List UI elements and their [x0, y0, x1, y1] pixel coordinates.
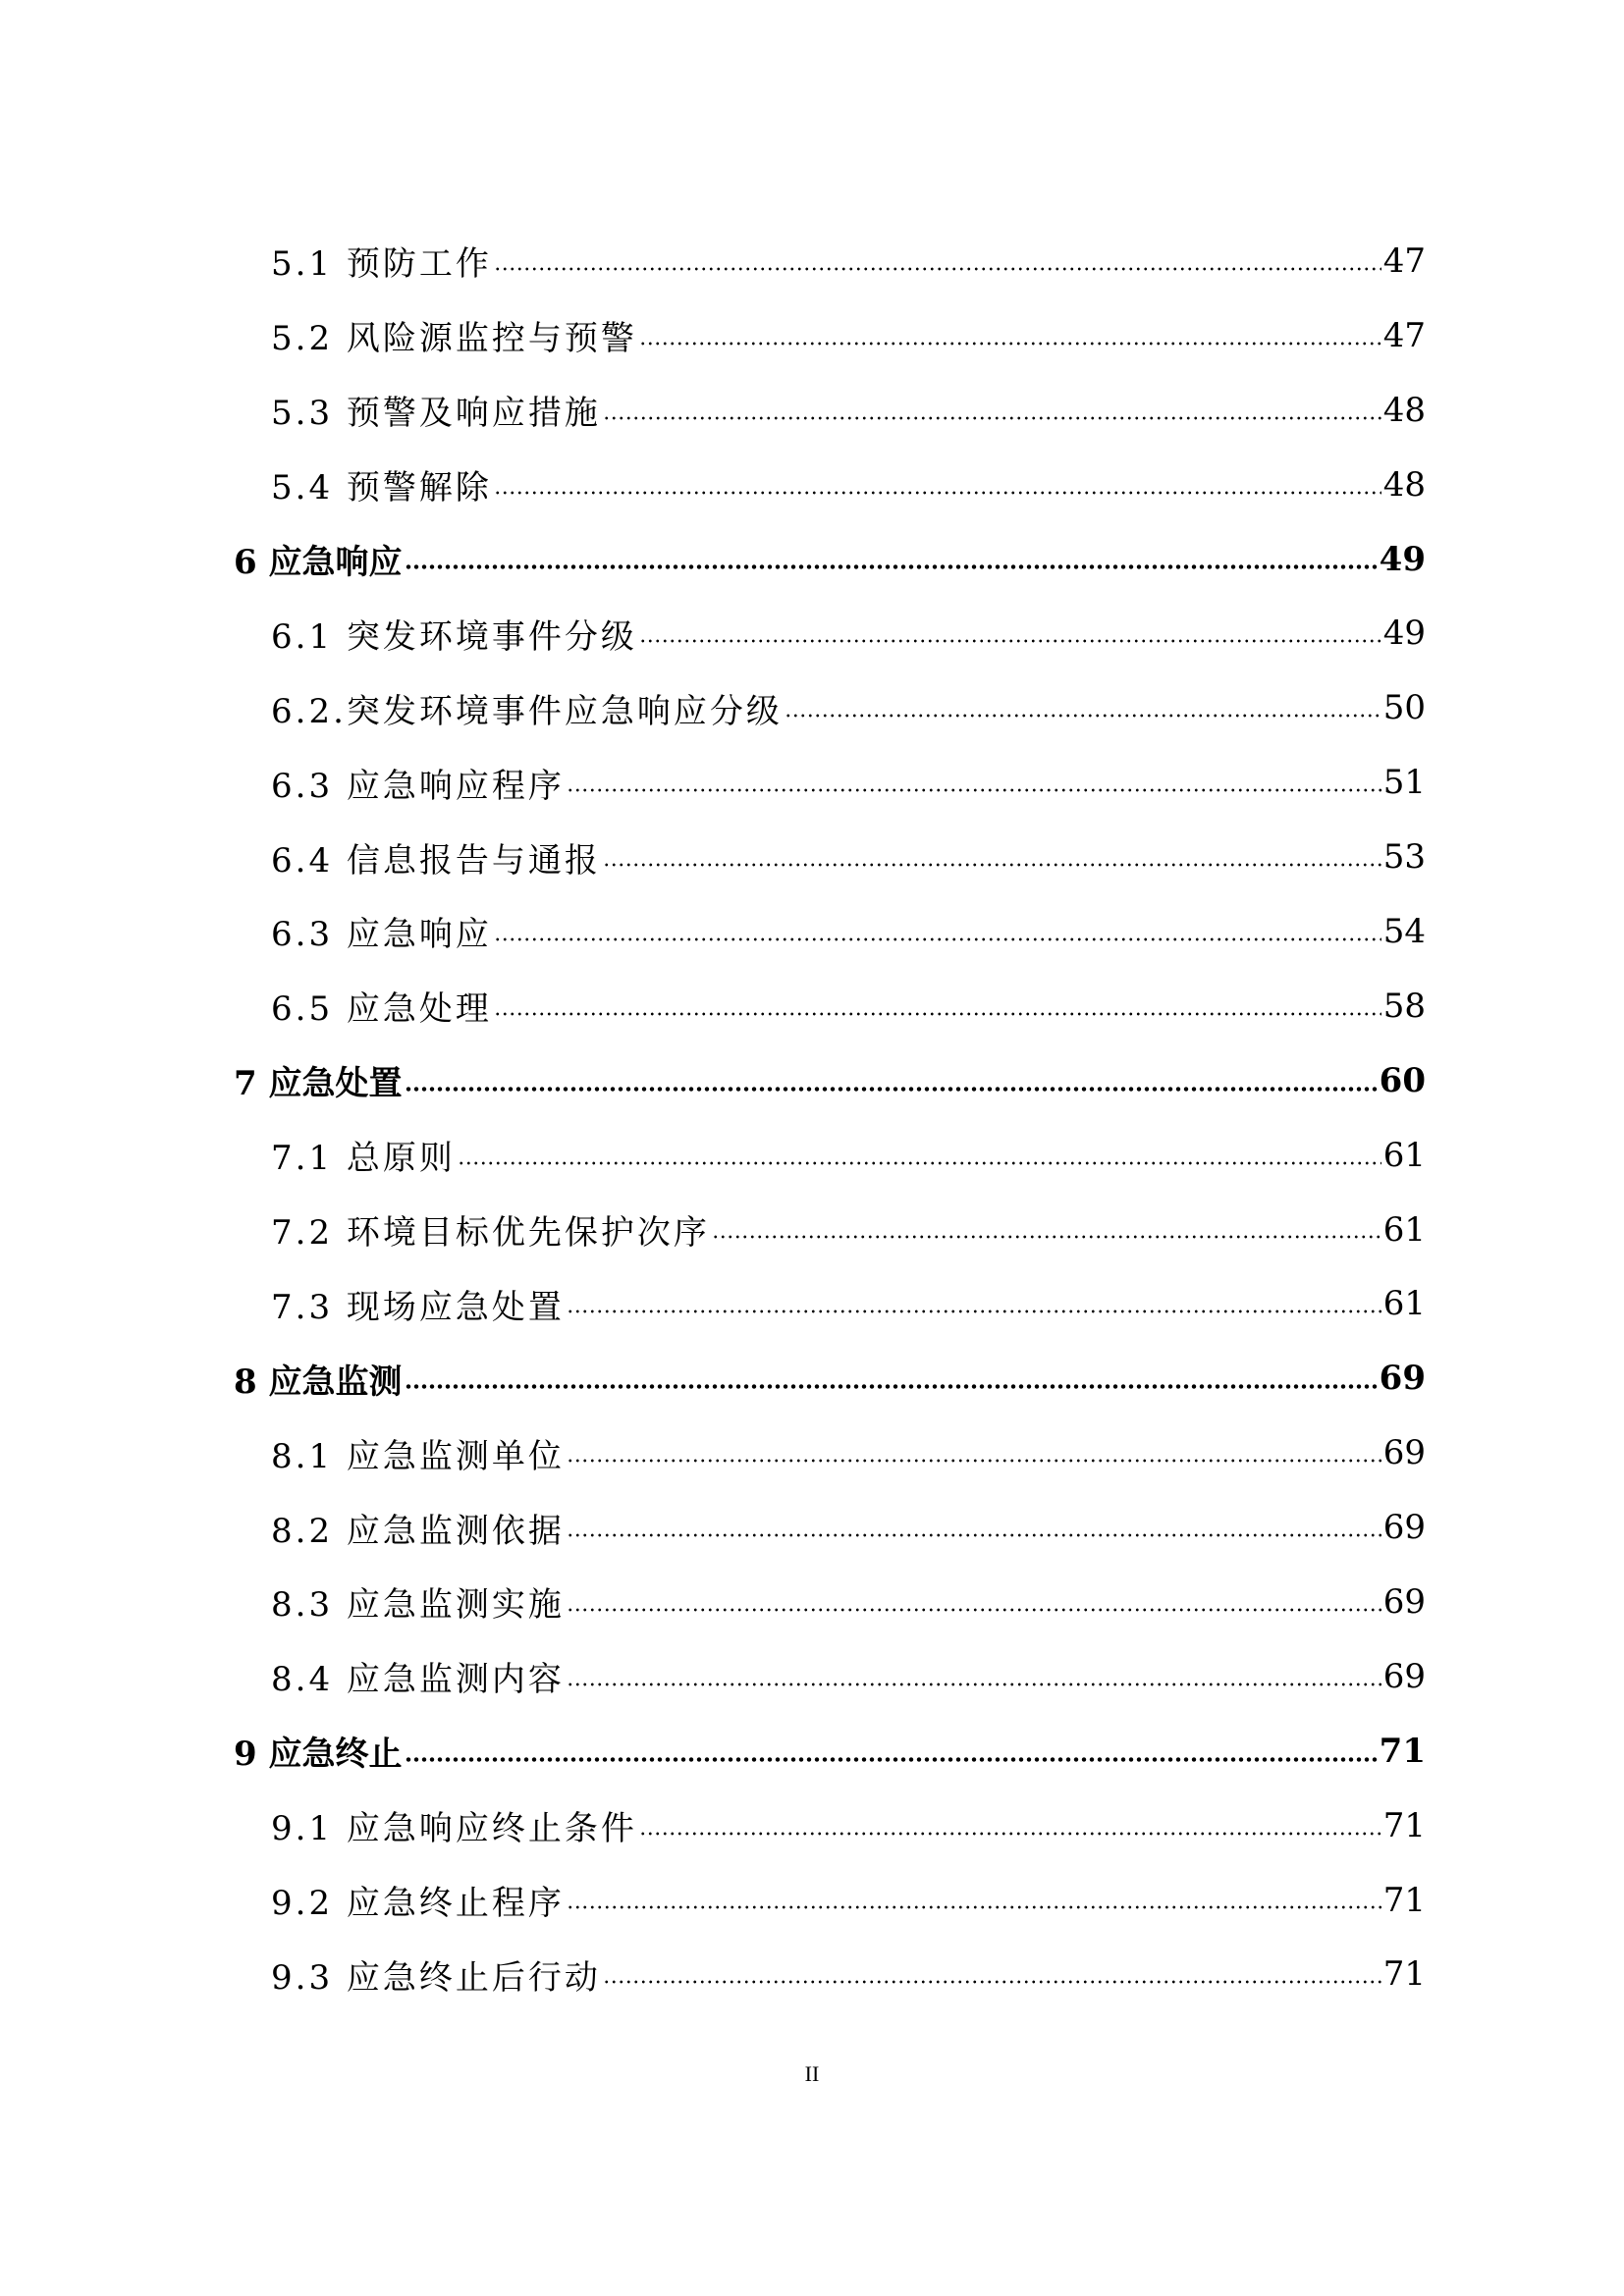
toc-entry-title: 7.1 总原则: [271, 1139, 456, 1179]
toc-entry-title: 5.2 风险源监控与预警: [271, 319, 637, 359]
toc-section-entry[interactable]: [0, 1937, 1624, 2011]
toc-entry-title: 6.1 突发环境事件分级: [271, 616, 637, 657]
toc-entry-title: 8.4 应急监测内容: [271, 1660, 565, 1700]
toc-dot-leader: [567, 1682, 1381, 1714]
toc-entry-page-number: 49: [1379, 539, 1426, 579]
toc-dot-leader: [494, 1012, 1381, 1043]
toc-entry-title: 7.3 现场应急处置: [271, 1287, 565, 1327]
toc-entry-page-number: 71: [1382, 1805, 1426, 1845]
toc-entry-page-number: 69: [1382, 1581, 1426, 1622]
page-number: II: [804, 2061, 820, 2086]
toc-dot-leader: [639, 1832, 1381, 1863]
toc-entry-title: 9 应急终止: [234, 1735, 403, 1775]
toc-entry-page-number: 51: [1382, 763, 1426, 803]
toc-entry-title: 8.1 应急监测单位: [271, 1436, 565, 1476]
toc-chapter-entry[interactable]: [0, 1043, 1624, 1118]
toc-chapter-entry[interactable]: [0, 1714, 1624, 1789]
toc-entry-page-number: 48: [1382, 464, 1426, 505]
toc-entry-page-number: 71: [1382, 1880, 1426, 1920]
toc-dot-leader: [567, 788, 1381, 820]
toc-entry-title: 6.3 应急响应: [271, 915, 492, 955]
toc-entry-title: 9.2 应急终止程序: [271, 1884, 565, 1924]
toc-entry-title: 8 应急监测: [234, 1362, 403, 1402]
toc-entry-page-number: 50: [1382, 688, 1426, 728]
toc-section-entry[interactable]: [0, 1565, 1624, 1639]
toc-entry-page-number: 61: [1382, 1209, 1426, 1250]
toc-dot-leader: [603, 863, 1381, 894]
toc-dot-leader: [712, 1235, 1381, 1266]
toc-section-entry[interactable]: [0, 894, 1624, 969]
toc-section-entry[interactable]: [0, 820, 1624, 894]
toc-entry-title: 6.5 应急处理: [271, 989, 492, 1030]
toc-dot-leader: [567, 1533, 1381, 1565]
toc-dot-leader: [405, 1087, 1378, 1118]
toc-entry-title: 5.1 预防工作: [271, 244, 492, 285]
toc-section-entry[interactable]: [0, 1118, 1624, 1193]
toc-dot-leader: [458, 1161, 1381, 1193]
toc-dot-leader: [494, 937, 1381, 969]
toc-entry-page-number: 54: [1382, 911, 1426, 951]
toc-entry-page-number: 71: [1382, 1954, 1426, 1995]
toc-section-entry[interactable]: [0, 1639, 1624, 1714]
toc-entry-title: 8.3 应急监测实施: [271, 1585, 565, 1626]
toc-dot-leader: [567, 1459, 1381, 1490]
toc-section-entry[interactable]: [0, 1266, 1624, 1341]
toc-section-entry[interactable]: [0, 224, 1624, 298]
toc-entry-page-number: 61: [1382, 1284, 1426, 1324]
toc-entry-page-number: 47: [1382, 315, 1426, 355]
toc-dot-leader: [405, 564, 1378, 596]
table-of-contents: [0, 224, 1624, 2011]
toc-entry-page-number: 60: [1379, 1060, 1426, 1100]
toc-dot-leader: [639, 342, 1381, 373]
toc-dot-leader: [603, 416, 1381, 448]
toc-entry-title: 8.2 应急监测依据: [271, 1511, 565, 1551]
toc-entry-title: 7.2 环境目标优先保护次序: [271, 1213, 710, 1254]
toc-section-entry[interactable]: [0, 1193, 1624, 1267]
toc-section-entry[interactable]: [0, 745, 1624, 820]
toc-entry-page-number: 49: [1382, 614, 1426, 654]
toc-dot-leader: [785, 714, 1381, 745]
toc-entry-title: 6 应急响应: [234, 543, 403, 582]
toc-entry-page-number: 69: [1382, 1656, 1426, 1696]
toc-entry-page-number: 61: [1382, 1135, 1426, 1175]
toc-section-entry[interactable]: [0, 448, 1624, 522]
toc-dot-leader: [603, 1980, 1381, 2011]
toc-dot-leader: [494, 491, 1381, 522]
toc-chapter-entry[interactable]: [0, 1341, 1624, 1415]
toc-dot-leader: [405, 1757, 1378, 1789]
toc-entry-page-number: 69: [1379, 1359, 1426, 1399]
toc-chapter-entry[interactable]: [0, 522, 1624, 597]
toc-dot-leader: [567, 1608, 1381, 1639]
toc-section-entry[interactable]: [0, 969, 1624, 1043]
toc-entry-title: 9.1 应急响应终止条件: [271, 1809, 637, 1849]
toc-entry-title: 6.3 应急响应程序: [271, 766, 565, 806]
toc-dot-leader: [567, 1309, 1381, 1341]
toc-entry-page-number: 69: [1382, 1433, 1426, 1473]
toc-section-entry[interactable]: [0, 298, 1624, 373]
toc-entry-title: 5.3 预警及响应措施: [271, 394, 601, 434]
toc-entry-page-number: 58: [1382, 986, 1426, 1026]
toc-entry-page-number: 53: [1382, 837, 1426, 878]
toc-section-entry[interactable]: [0, 670, 1624, 745]
toc-entry-page-number: 47: [1382, 240, 1426, 281]
toc-section-entry[interactable]: [0, 1789, 1624, 1863]
toc-entry-page-number: 48: [1382, 390, 1426, 430]
toc-section-entry[interactable]: [0, 373, 1624, 448]
toc-dot-leader: [567, 1905, 1381, 1937]
toc-section-entry[interactable]: [0, 1415, 1624, 1490]
toc-dot-leader: [639, 639, 1381, 670]
toc-section-entry[interactable]: [0, 596, 1624, 670]
toc-entry-page-number: 71: [1379, 1731, 1426, 1771]
toc-dot-leader: [405, 1384, 1378, 1415]
toc-entry-title: 7 应急处置: [234, 1064, 403, 1104]
toc-section-entry[interactable]: [0, 1863, 1624, 1938]
toc-dot-leader: [494, 267, 1381, 298]
toc-entry-page-number: 69: [1382, 1508, 1426, 1548]
toc-section-entry[interactable]: [0, 1490, 1624, 1565]
toc-entry-title: 6.4 信息报告与通报: [271, 840, 601, 881]
toc-entry-title: 6.2.突发环境事件应急响应分级: [271, 691, 783, 731]
toc-entry-title: 9.3 应急终止后行动: [271, 1957, 601, 1998]
toc-entry-title: 5.4 预警解除: [271, 468, 492, 508]
